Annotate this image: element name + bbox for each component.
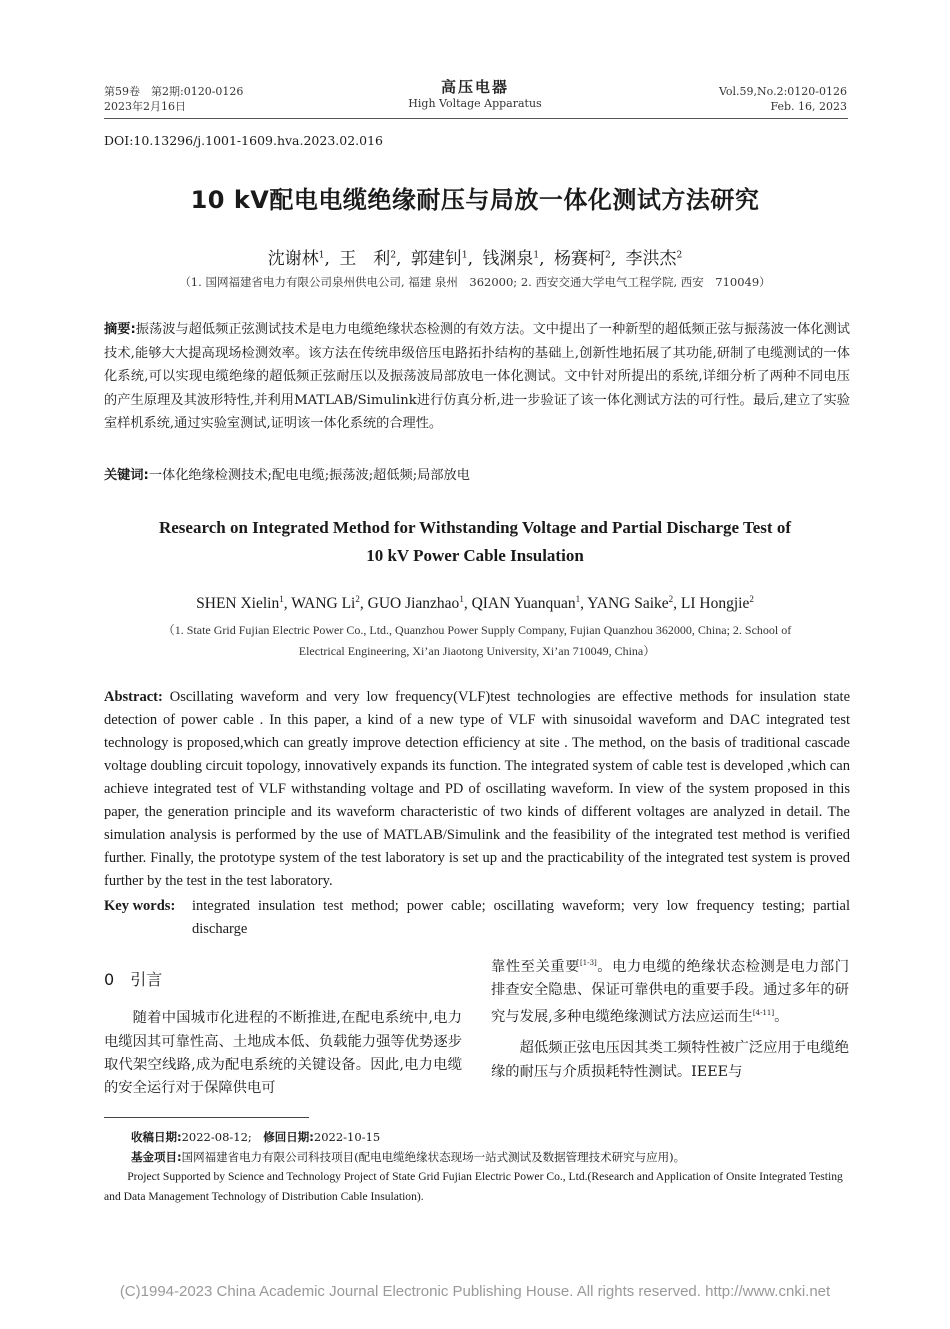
footnote-fund-cn: 基金项目:国网福建省电力有限公司科技项目(配电电缆绝缘状态现场一站式测试及数据管理技术研究与应用)。 <box>131 1149 686 1164</box>
citation-ref[interactable]: [1-3] <box>580 959 597 967</box>
footnote-dates: 收稿日期:2022-08-12; 修回日期:2022-10-15 <box>131 1130 381 1144</box>
author-cn: 沈谢林$^1$ <box>267 249 325 269</box>
abstract-cn-label: 摘要: <box>104 322 136 337</box>
keywords-en-label: Key words: <box>104 898 176 914</box>
header-date-en: Feb. 16, 2023 <box>770 100 847 113</box>
affiliation-en-line2: Electrical Engineering, Xi’an Jiaotong University, Xi’an 710049, China） <box>298 644 656 658</box>
footnote-fund-en: Project Supported by Science and Technology Project of State Grid Fujian Electric Power Co., Ltd.(Research and Application of Onsite Integrated Testing and Data Management Technology of Distribution Cable Insulation). <box>104 1170 843 1203</box>
header-date-cn: 2023年2月16日 <box>104 100 186 113</box>
affiliation-en <box>104 620 850 662</box>
copyright-watermark: (C)1994-2023 China Academic Journal Electronic Publishing House. All rights reserved. http://www.cnki.net <box>119 1283 831 1300</box>
journal-name-en: High Voltage Apparatus <box>408 97 542 110</box>
author-list-cn: 沈谢林$^1$, 王 利$^2$, 郭建钊$^1$, 钱渊泉$^1$, 杨赛柯$^2$, 李洪杰$^2$ <box>267 249 683 269</box>
abstract-cn <box>104 318 850 436</box>
keywords-cn-text: 一体化绝缘检测技术;配电电缆;振荡波;超低频;局部放电 <box>148 468 470 483</box>
author-cn: 王 利$^2$ <box>339 249 397 269</box>
author-cn: 杨赛柯$^2$ <box>553 249 611 269</box>
affiliation-cn: （1. 国网福建省电力有限公司泉州供电公司, 福建 泉州 362000; 2. 西安交通大学电气工程学院, 西安 710049） <box>179 275 771 289</box>
author-en: GUO Jianzhao$^1$ <box>367 594 464 613</box>
author-en: LI Hongjie$^2$ <box>680 594 754 613</box>
paper-title-en <box>80 514 870 570</box>
keywords-en-text: integrated insulation test method; power cable; oscillating waveform; very low frequency testing; partial discharge <box>192 898 850 937</box>
intro-paragraph-2: 超低频正弦电压因其类工频特性被广泛应用于电缆绝缘的耐压与介质损耗特性测试。IEEE与 <box>491 1040 849 1080</box>
keywords-cn <box>104 465 850 487</box>
doi[interactable]: DOI:10.13296/j.1001-1609.hva.2023.02.016 <box>104 133 384 148</box>
abstract-cn-text: 振荡波与超低频正弦测试技术是电力电缆绝缘状态检测的有效方法。文中提出了一种新型的超低频正弦与振荡波一体化测试技术,能够大大提高现场检测效率。该方法在传统串级倍压电路拓扑结构的基础上,创新性地拓展了其功能,研制了电缆测试的一体化系统,可以实现电缆绝缘的超低频正弦耐压以及振荡波局部放电一体化测试。文中针对所提出的系统,详细分析了两种不同电压的产生原理及其波形特性,并利用MATLAB/Simulink进行仿真分析,进一步验证了该一体化测试方法的可行性。最后,建立了实验室样机系统,通过实验室测试,证明该一体化系统的合理性。 <box>104 322 850 431</box>
body-column-right <box>491 952 849 1084</box>
author-en: QIAN Yuanquan$^1$ <box>471 594 581 613</box>
abstract-en-text: Oscillating waveform and very low frequency(VLF)test technologies are effective methods for insulation state detection of power cable . In this paper, a kind of a new type of VLF with sinusoidal waveform and DAC integrated test technology is proposed,which can greatly improve detection efficiency at site . The method, on the basis of traditional cascade voltage doubling circuit topology, innovatively expands its function. The integrated system of cable test is developed ,which can achieve integrated test of VLF withstanding voltage and PD of oscillating waveform. In view of the system proposed in this paper, the generation principle and its waveform characteristic of two kinds of different voltages are analyzed in detail. The simulation analysis is performed by the use of MATLAB/Simulink and the feasibility of the integrated test method is verified further. Finally, the prototype system of the test laboratory is set up and the practicability of the integrated test system is proved further by the test in the test laboratory. <box>104 689 850 889</box>
section-heading-introduction <box>104 968 462 991</box>
author-en: WANG Li$^2$ <box>291 594 360 613</box>
footnote <box>104 1128 850 1206</box>
header-divider <box>104 118 848 119</box>
author-cn: 李洪杰$^2$ <box>625 249 683 269</box>
author-list-en: SHEN Xielin$^1$, WANG Li$^2$, GUO Jianzhao$^1$, QIAN Yuanquan$^1$, YANG Saike$^2$, LI Hongjie$^2$ <box>196 594 754 613</box>
paper-title-en-line1: Research on Integrated Method for Withstanding Voltage and Partial Discharge Test of <box>158 518 791 537</box>
author-en: YANG Saike$^2$ <box>587 594 674 613</box>
author-cn: 郭建钊$^1$ <box>410 249 468 269</box>
body-column-left <box>104 968 462 1100</box>
abstract-en <box>104 686 850 893</box>
header-volume-issue-en: Vol.59,No.2:0120-0126 <box>718 85 847 98</box>
abstract-en-label: Abstract: <box>104 689 163 705</box>
citation-ref[interactable]: [4-11] <box>752 1009 775 1018</box>
footnote-divider <box>104 1117 309 1118</box>
keywords-cn-label: 关键词: <box>104 468 149 483</box>
author-cn: 钱渊泉$^1$ <box>482 249 540 269</box>
intro-paragraph-1: 随着中国城市化进程的不断推进,在配电系统中,电力电缆因其可靠性高、土地成本低、负载能力强等优势逐步取代架空线路,成为配电系统的关键设备。因此,电力电缆的安全运行对于保障供电可 <box>104 1010 462 1097</box>
keywords-en <box>104 895 850 941</box>
journal-logo: 高压电器 <box>440 78 509 96</box>
intro-paragraph-1-cont: 靠性至关重要[1-3]。电力电缆的绝缘状态检测是电力部门排查安全隐患、保证可靠供电的重要手段。通过多年的研究与发展,多种电缆绝缘测试方法应运而生[4-11]。 <box>491 958 850 1026</box>
header-volume-info <box>104 84 243 114</box>
section-number: 0 <box>104 970 115 989</box>
header-volume-info-en <box>719 84 847 114</box>
header-journal <box>375 78 575 111</box>
header-volume-issue: 第59卷 第2期:0120-0126 <box>104 85 244 98</box>
paper-title-cn: 10 kV配电电缆绝缘耐压与局放一体化测试方法研究 <box>190 186 760 214</box>
affiliation-en-line1: （1. State Grid Fujian Electric Power Co., Ltd., Quanzhou Power Supply Company, Fujian Quanzhou 362000, China; 2. School of <box>162 623 792 637</box>
author-en: SHEN Xielin$^1$ <box>196 594 284 613</box>
section-title: 引言 <box>130 970 163 989</box>
paper-title-en-line2: 10 kV Power Cable Insulation <box>366 546 584 565</box>
